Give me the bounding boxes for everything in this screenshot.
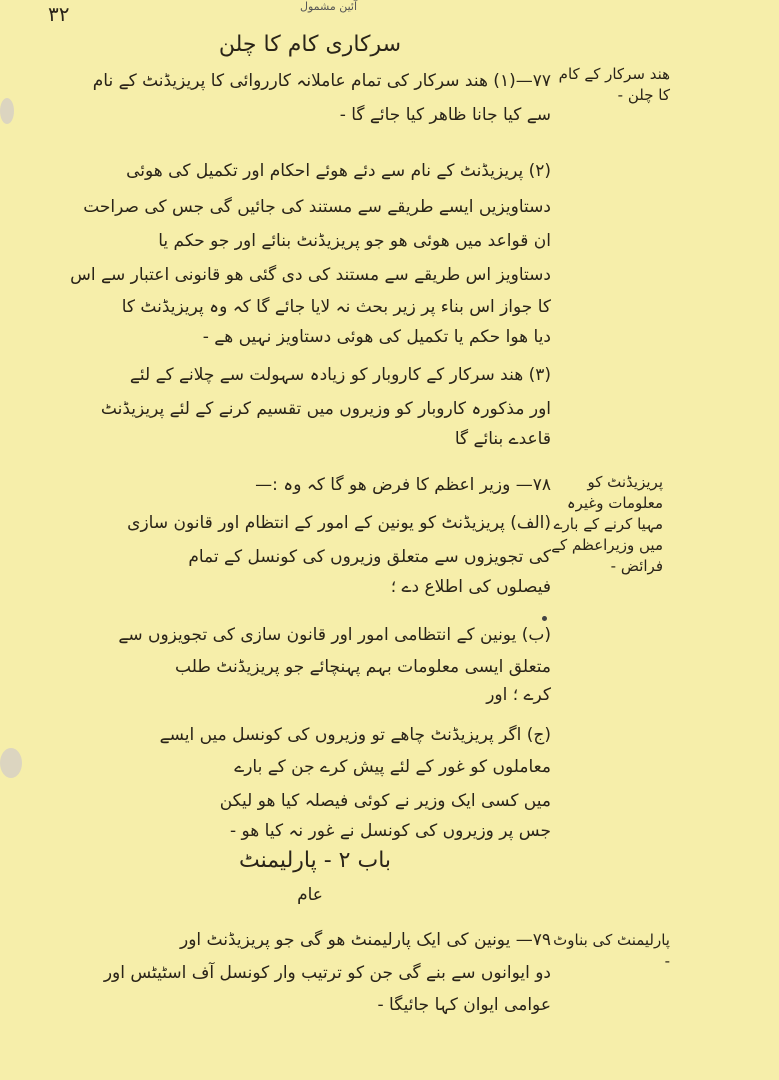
chapter-title: باب ۲ - پارلیمنٹ xyxy=(238,848,392,873)
text-line: معاملوں کو غور کے لئے پیش کرے جن کے بارے xyxy=(234,757,551,777)
text-line: کی تجویزوں سے متعلق وزیروں کی کونسل کے تمام xyxy=(188,547,551,567)
text-line: ۷۷—(۱) ھند سرکار کی تمام عاملانہ کارروائی کا پریزیڈنٹ کے نام xyxy=(92,71,551,91)
text-line: (۲) پریزیڈنٹ کے نام سے دئے ھوئے احکام اور تکمیل کی ھوئی xyxy=(126,161,551,181)
text-line: کرے ؛ اور xyxy=(486,685,551,705)
text-line: دستاویز اس طریقے سے مستند کی دی گئی ھو قانونی اعتبار سے اس xyxy=(70,265,551,285)
text-line: جس پر وزیروں کی کونسل نے غور نہ کیا ھو - xyxy=(229,821,551,841)
binding-hole xyxy=(0,748,22,778)
binding-hole xyxy=(0,98,14,124)
text-line: ۷۸— وزیر اعظم کا فرض ھو گا کہ وہ :— xyxy=(255,475,551,495)
subheading: عام xyxy=(297,885,323,905)
text-line: فیصلوں کی اطلاع دے ؛ xyxy=(390,577,551,597)
section-title: سرکاری کام کا چلن xyxy=(218,32,402,57)
text-line: اور مذکورہ کاروبار کو وزیروں میں تقسیم کرنے کے لئے پریزیڈنٹ xyxy=(100,399,551,419)
text-line: ان قواعد میں ھوئی ھو جو پریزیڈنٹ بنائے اور جو حکم یا xyxy=(158,231,551,251)
margin-note-article-78: پریزیڈنٹ کو معلومات وغیرہ مہیا کرنے کے بارے میں وزیراعظم کے فرائض - xyxy=(551,473,663,575)
text-line: (الف) پریزیڈنٹ کو یونین کے امور کے انتظام اور قانون سازی xyxy=(127,513,551,533)
text-line: متعلق ایسی معلومات بہم پہنچائے جو پریزیڈنٹ طلب xyxy=(175,657,551,677)
text-line: دستاویزیں ایسے طریقے سے مستند کی جائیں گی جس کی صراحت xyxy=(83,197,551,217)
text-line: کا جواز اس بناء پر زیر بحث نہ لایا جائے گا کہ وہ پریزیڈنٹ کا xyxy=(121,297,551,317)
text-line: (ج) اگر پریزیڈنٹ چاھے تو وزیروں کی کونسل میں ایسے xyxy=(159,725,551,745)
text-line: ۷۹— یونین کی ایک پارلیمنٹ ھو گی جو پریزیڈنٹ اور xyxy=(180,930,551,950)
text-line: (۳) ھند سرکار کے کاروبار کو زیادہ سہولت سے چلانے کے لئے xyxy=(129,365,551,385)
ink-speck xyxy=(542,616,547,621)
text-line: (ب) یونین کے انتظامی امور اور قانون سازی کی تجویزوں سے xyxy=(118,625,551,645)
page-number: ۳۲ xyxy=(48,2,70,26)
margin-note-article-79: پارلیمنٹ کی بناوٹ - xyxy=(553,931,670,970)
running-head: آئین مشمول xyxy=(300,0,358,13)
text-line: عوامی ایوان کہا جائیگا - xyxy=(377,995,551,1015)
margin-note-article-77: ھند سرکار کے کام کا چلن - xyxy=(558,65,670,104)
text-line: قاعدے بنائے گا xyxy=(454,429,551,449)
text-line: سے کیا جانا ظاھر کیا جائے گا - xyxy=(339,105,551,125)
text-line: دو ایوانوں سے بنے گی جن کو ترتیب وار کونسل آف اسٹیٹس اور xyxy=(103,963,551,983)
text-line: دیا ھوا حکم یا تکمیل کی ھوئی دستاویز نہیں ھے - xyxy=(202,327,551,347)
text-line: میں کسی ایک وزیر نے کوئی فیصلہ کیا ھو لیکن xyxy=(219,791,551,811)
